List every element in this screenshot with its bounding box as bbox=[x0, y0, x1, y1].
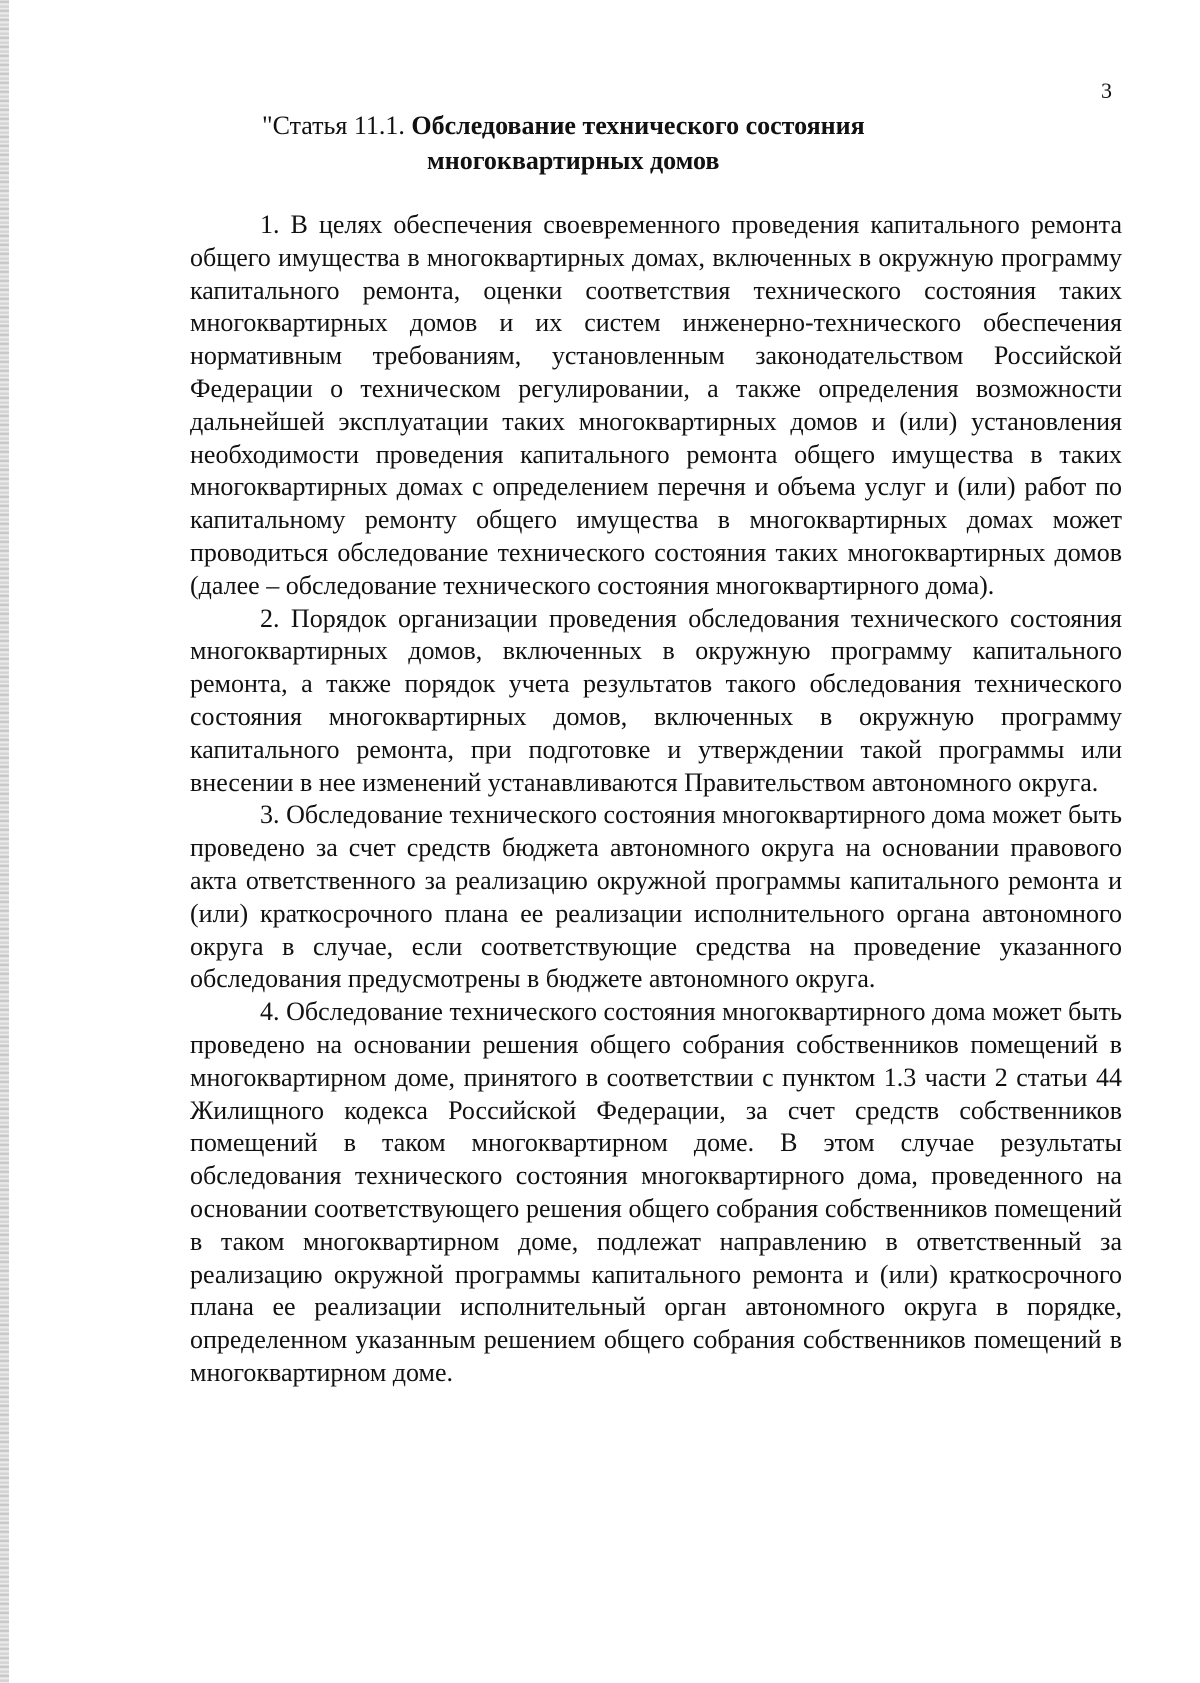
scan-edge-artifact bbox=[0, 0, 9, 1683]
paragraph-4: 4. Обследование технического состояния многоквартирного дома может быть проведено на основании решения общего собрания собственников помещений в многоквартирном доме, принятого в соответствии с пунктом 1.3 части 2 статьи 44 Жилищного кодекса Российской Федерации, за счет средств собственников помещений в таком многоквартирном доме. В этом случае результаты обследования технического состояния многоквартирного дома, проведенного на основании соответствующего решения общего собрания собственников помещений в таком многоквартирном доме, подлежат направлению в ответственный за реализацию окружной программы капитального ремонта и (или) краткосрочного плана ее реализации исполнительный орган автономного округа в порядке, определенном указанным решением общего собрания собственников помещений в многоквартирном доме. bbox=[190, 997, 1122, 1387]
article-heading-line-2 bbox=[262, 143, 942, 178]
article-heading bbox=[262, 108, 942, 178]
paragraph-1: 1. В целях обеспечения своевременного проведения капитального ремонта общего имущества в многоквартирных домах, включенных в окружную программу капитального ремонта, оценки соответствия технического состояния таких многоквартирных домов и их систем инженерно-технического обеспечения нормативным требованиям, установленным законодательством Российской Федерации о техническом регулировании, а также определения возможности дальнейшей эксплуатации таких многоквартирных домов и (или) установления необходимости проведения капитального ремонта общего имущества в таких многоквартирных домах с определением перечня и объема услуг и (или) работ по капитальному ремонту общего имущества в многоквартирных домах может проводиться обследование технического состояния таких многоквартирных домов (далее – обследование технического состояния многоквартирного дома). bbox=[190, 210, 1122, 600]
paragraph-3: 3. Обследование технического состояния многоквартирного дома может быть проведено за счет средств бюджета автономного округа на основании правового акта ответственного за реализацию окружной программы капитального ремонта и (или) краткосрочного плана ее реализации исполнительного органа автономного округа в случае, если соответствующие средства на проведение указанного обследования предусмотрены в бюджете автономного округа. bbox=[190, 800, 1122, 994]
page-number: 3 bbox=[1101, 78, 1112, 103]
article-title-part-1: Обследование технического состояния bbox=[411, 111, 865, 140]
article-heading-line-1 bbox=[262, 108, 942, 143]
paragraph-2: 2. Порядок организации проведения обследования технического состояния многоквартирных домов, включенных в окружную программу капитального ремонта, а также порядок учета результатов такого обследования технического состояния многоквартирных домов, включенных в окружную программу капитального ремонта, при подготовке и утверждении такой программы или внесении в нее изменений устанавливаются Правительством автономного округа. bbox=[190, 603, 1122, 797]
article-prefix: "Статья 11.1. bbox=[262, 111, 412, 140]
article-title-part-2: многоквартирных домов bbox=[427, 146, 720, 175]
article-body bbox=[190, 209, 1122, 1390]
